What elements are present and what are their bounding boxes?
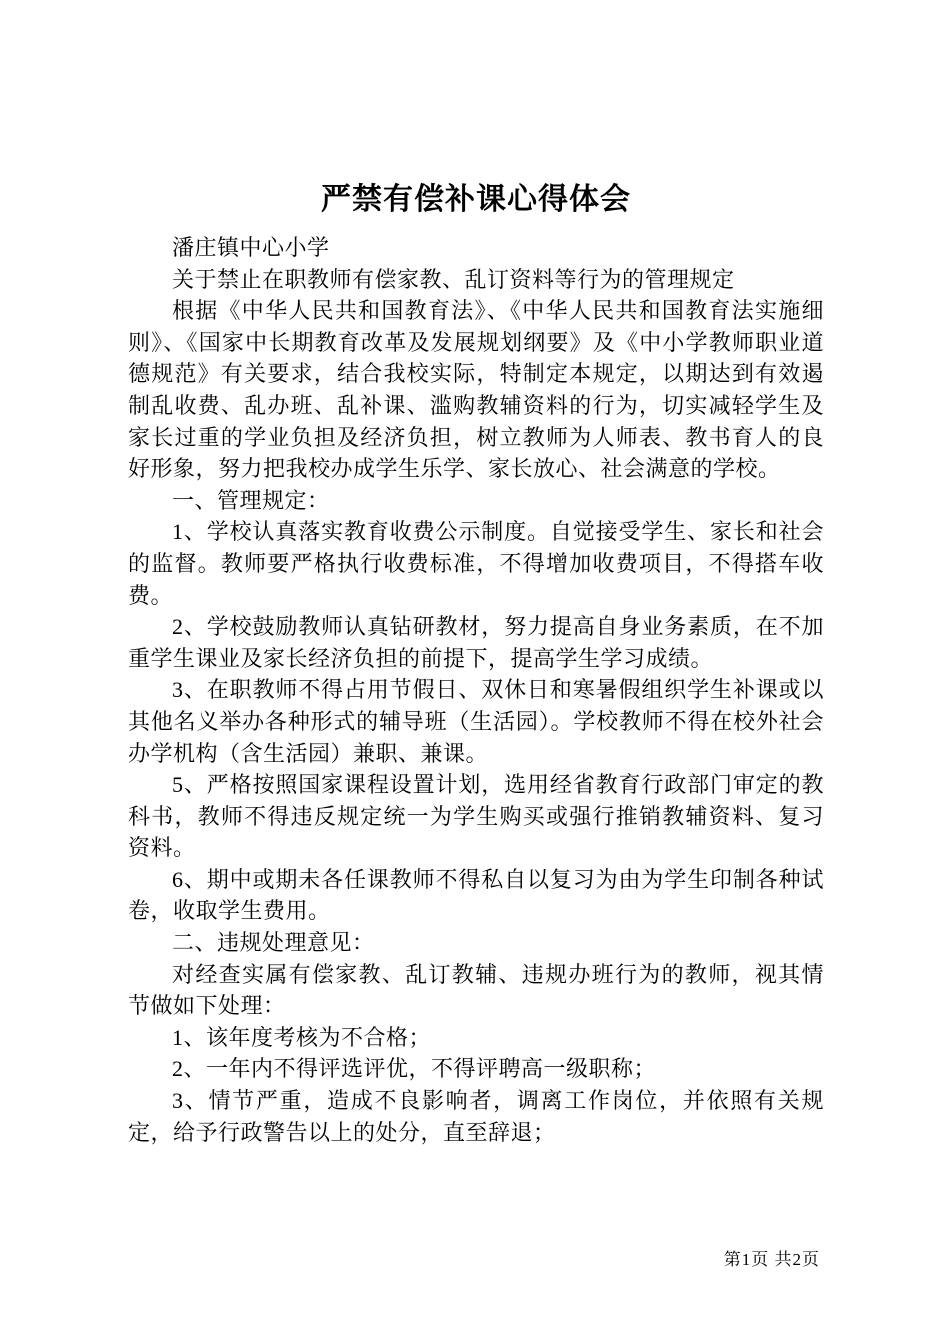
paragraph: 1、该年度考核为不合格； bbox=[172, 1024, 432, 1050]
paragraph: 1、学校认真落实教育收费公示制度。自觉接受学生、家长和社会的监督。教师要严格执行收费标准，不得增加收费项目，不得搭车收费。 bbox=[128, 519, 824, 608]
paragraph: 根据《中华人民共和国教育法》、《中华人民共和国教育法实施细则》、《国家中长期教育改革及发展规划纲要》及《中小学教师职业道德规范》有关要求，结合我校实际，特制定本规定，以期达到有效遏制乱收费、乱办班、乱补课、滥购教辅资料的行为，切实减轻学生及家长过重的学业负担及经济负担，树立教师为人师表、教书育人的良好形象，努力把我校办成学生乐学、家长放心、社会满意的学校。 bbox=[128, 298, 824, 482]
paragraph: 2、学校鼓励教师认真钻研教材，努力提高自身业务素质，在不加重学生课业及家长经济负担的前提下，提高学生学习成绩。 bbox=[128, 614, 824, 671]
paragraph: 对经查实属有偿家教、乱订教辅、违规办班行为的教师，视其情节做如下处理： bbox=[128, 961, 824, 1019]
document-title: 严禁有偿补课心得体会 bbox=[321, 183, 631, 216]
paragraph: 3、情节严重，造成不良影响者，调离工作岗位，并依照有关规定，给予行政警告以上的处分，直至辞退； bbox=[128, 1088, 824, 1145]
paragraph: 5、严格按照国家课程设置计划，选用经省教育行政部门审定的教科书，教师不得违反规定统一为学生购买或强行推销教辅资料、复习资料。 bbox=[128, 772, 824, 861]
page-number-text: 第1页 共2页 bbox=[723, 1250, 820, 1269]
paragraph: 一、管理规定： bbox=[172, 487, 330, 513]
paragraph: 2、一年内不得评选评优，不得评聘高一级职称； bbox=[172, 1056, 657, 1082]
paragraph: 6、期中或期未各任课教师不得私自以复习为由为学生印制各种试卷，收取学生费用。 bbox=[128, 866, 824, 924]
paragraph: 关于禁止在职教师有偿家教、乱订资料等行为的管理规定 bbox=[172, 266, 735, 292]
paragraph: 潘庄镇中心小学 bbox=[172, 235, 330, 260]
document-content bbox=[128, 182, 824, 1148]
page-footer bbox=[724, 1245, 820, 1270]
paragraph: 二、违规处理意见： bbox=[172, 930, 375, 956]
document-body bbox=[128, 232, 824, 1148]
paragraph: 3、在职教师不得占用节假日、双休日和寒暑假组织学生补课或以其他名义举办各种形式的辅导班（生活园）。学校教师不得在校外社会办学机构（含生活园）兼职、兼课。 bbox=[128, 677, 824, 766]
